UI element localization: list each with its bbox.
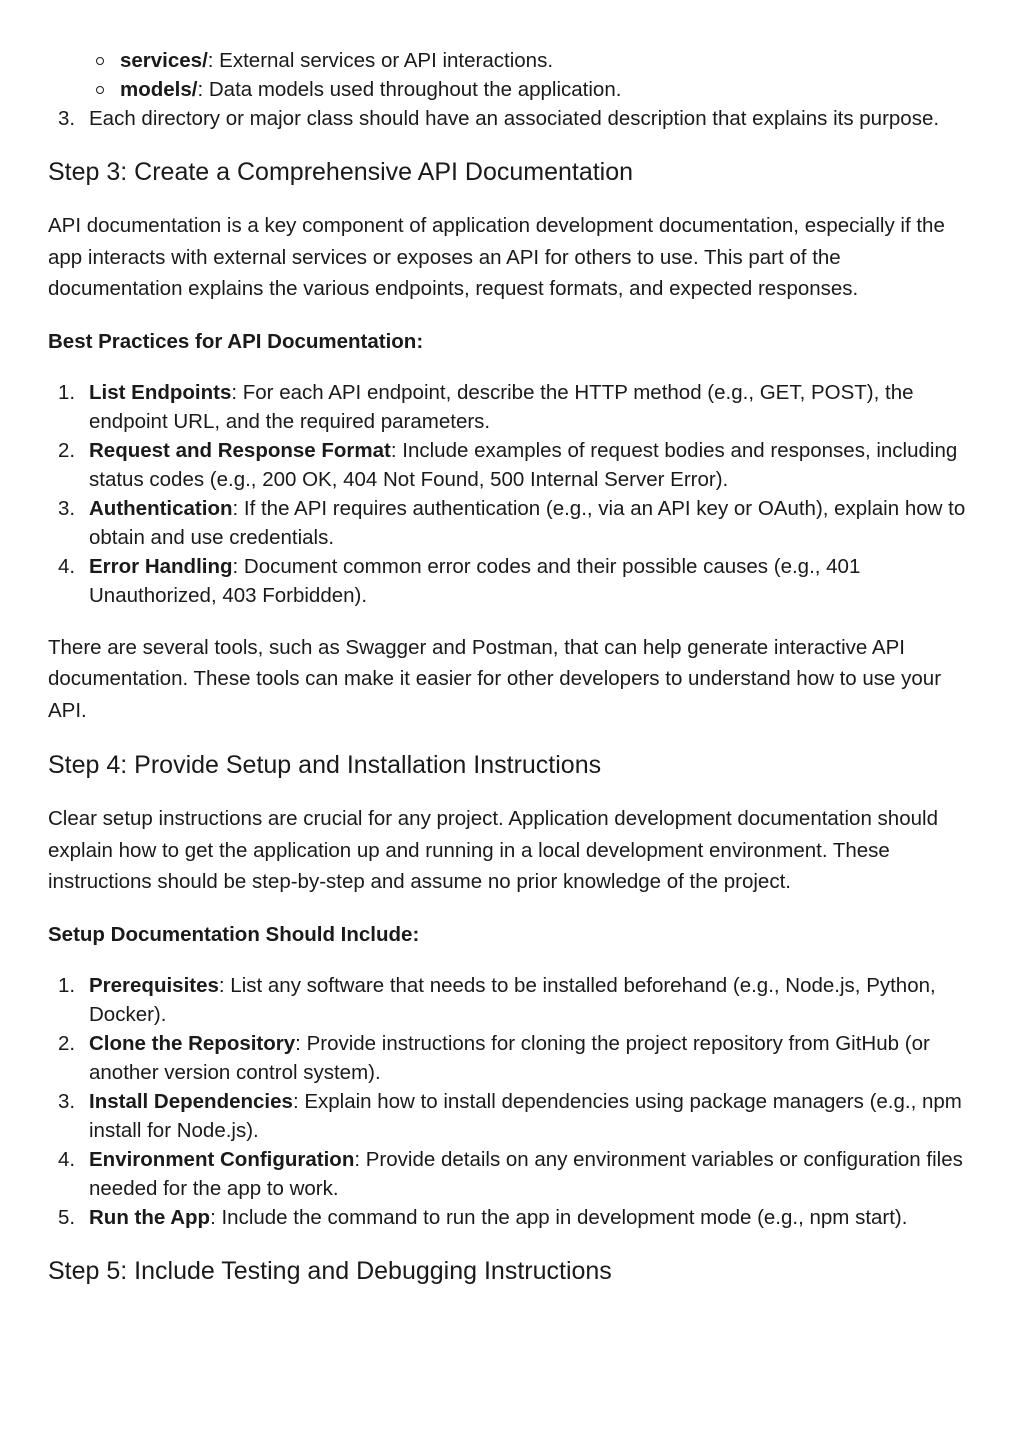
list-item bbox=[48, 104, 978, 133]
list-item bbox=[96, 75, 978, 104]
item-text: : Provide instructions for cloning the project repository from GitHub (or another version control system). bbox=[89, 1031, 930, 1084]
list-item bbox=[48, 552, 978, 610]
item-term: Install Dependencies bbox=[89, 1089, 293, 1113]
paragraph: There are several tools, such as Swagger and Postman, that can help generate interactive API documentation. These tools can make it easier for other developers to understand how to use your API. bbox=[48, 635, 942, 722]
list-item bbox=[96, 46, 978, 75]
document-page bbox=[48, 46, 978, 1287]
api-practices-list bbox=[48, 378, 978, 610]
item-number: 3. bbox=[58, 107, 76, 130]
setup-list bbox=[48, 971, 978, 1232]
item-text: : Explain how to install dependencies using package managers (e.g., npm install for Node.js). bbox=[89, 1089, 962, 1142]
subheading: Setup Documentation Should Include: bbox=[48, 922, 420, 946]
list-item bbox=[48, 1087, 978, 1145]
section-heading-step3: Step 3: Create a Comprehensive API Documentation bbox=[48, 158, 634, 186]
item-term: Authentication bbox=[89, 496, 233, 520]
intro-numbered-list bbox=[48, 104, 978, 133]
subheading: Best Practices for API Documentation: bbox=[48, 329, 424, 353]
item-term: models/ bbox=[120, 78, 198, 101]
list-item bbox=[48, 494, 978, 552]
section-heading-step4: Step 4: Provide Setup and Installation Instructions bbox=[48, 751, 602, 779]
item-text: : If the API requires authentication (e.g., via an API key or OAuth), explain how to obtain and use credentials. bbox=[89, 496, 966, 549]
item-number: 4. bbox=[58, 1147, 76, 1171]
section-heading-step5: Step 5: Include Testing and Debugging Instructions bbox=[48, 1256, 612, 1285]
paragraph: Clear setup instructions are crucial for any project. Application development documentation should explain how to get the application up and running in a local development environment. These instructions should be step-by-step and assume no prior knowledge of the project. bbox=[48, 807, 938, 893]
item-term: Clone the Repository bbox=[89, 1031, 296, 1055]
list-item bbox=[48, 1203, 978, 1232]
item-number: 2. bbox=[58, 1031, 76, 1055]
item-term: services/ bbox=[120, 49, 208, 72]
item-number: 1. bbox=[58, 973, 76, 997]
item-number: 4. bbox=[58, 554, 76, 578]
item-term: Run the App bbox=[89, 1205, 211, 1229]
item-term: Error Handling bbox=[89, 554, 233, 578]
list-item bbox=[48, 971, 978, 1029]
list-item bbox=[48, 378, 978, 436]
item-term: List Endpoints bbox=[89, 380, 232, 404]
intro-bullet-list bbox=[48, 46, 978, 104]
item-term: Request and Response Format bbox=[89, 438, 391, 462]
list-item bbox=[48, 1029, 978, 1087]
item-text: : External services or API interactions. bbox=[207, 49, 554, 72]
item-number: 5. bbox=[58, 1205, 76, 1229]
paragraph: API documentation is a key component of application development documentation, especially if the app interacts with external services or exposes an API for others to use. This part of the documentation explains the various endpoints, request formats, and expected responses. bbox=[48, 214, 945, 300]
item-term: Prerequisites bbox=[89, 973, 219, 997]
item-number: 3. bbox=[58, 1089, 76, 1113]
item-text: : Data models used throughout the application. bbox=[197, 78, 622, 101]
item-text: : List any software that needs to be installed beforehand (e.g., Node.js, Python, Docker). bbox=[89, 973, 936, 1026]
item-number: 2. bbox=[58, 438, 76, 462]
list-item bbox=[48, 436, 978, 494]
item-text: : For each API endpoint, describe the HTTP method (e.g., GET, POST), the endpoint URL, and the required parameters. bbox=[89, 380, 914, 433]
item-text: : Provide details on any environment variables or configuration files needed for the app to work. bbox=[89, 1147, 963, 1200]
item-number: 3. bbox=[58, 496, 76, 520]
item-text: : Include the command to run the app in development mode (e.g., npm start). bbox=[210, 1205, 908, 1229]
item-text: Each directory or major class should have an associated description that explains its purpose. bbox=[89, 107, 940, 130]
item-term: Environment Configuration bbox=[89, 1147, 355, 1171]
item-text: : Include examples of request bodies and responses, including status codes (e.g., 200 OK, 404 Not Found, 500 Internal Server Error). bbox=[89, 438, 958, 491]
item-text: : Document common error codes and their possible causes (e.g., 401 Unauthorized, 403 Forbidden). bbox=[89, 554, 861, 607]
item-number: 1. bbox=[58, 380, 76, 404]
list-item bbox=[48, 1145, 978, 1203]
